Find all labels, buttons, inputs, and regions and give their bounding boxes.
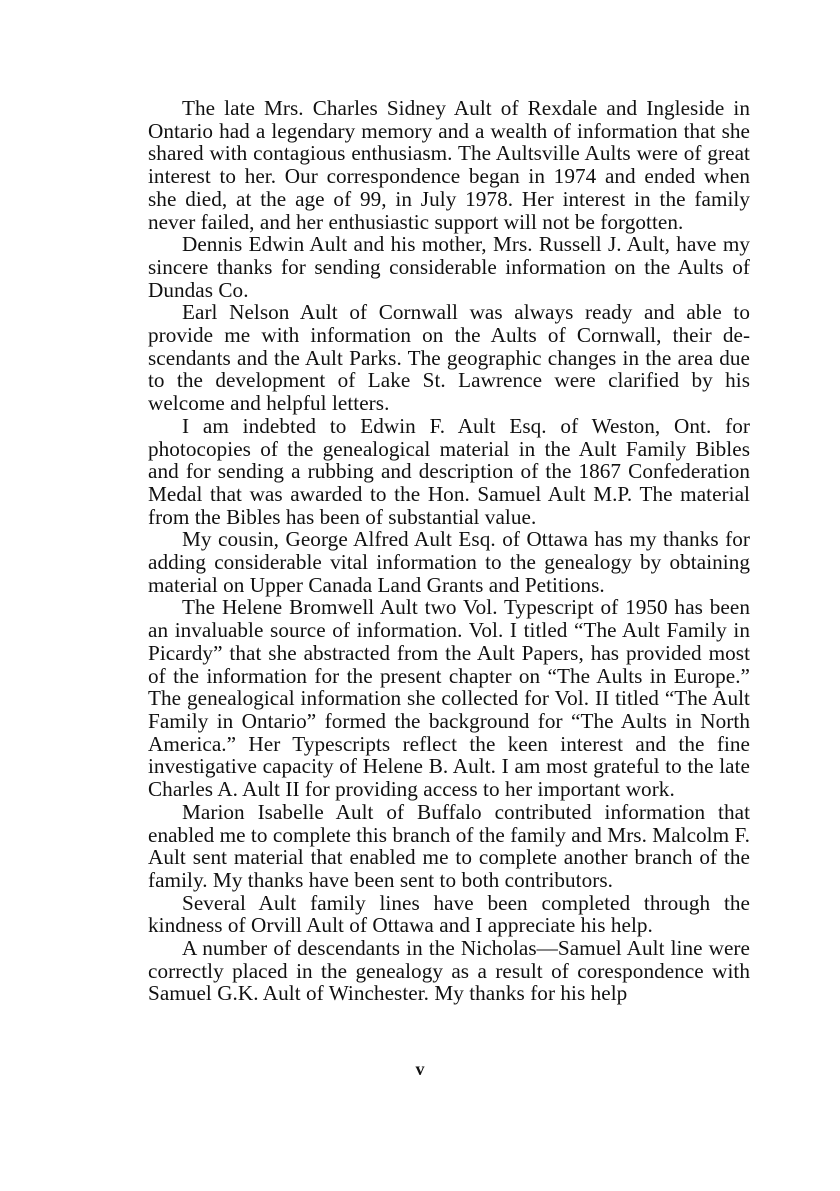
paragraph-dennis-edwin-ault: Dennis Edwin Ault and his mother, Mrs. Russell J. Ault, have my sincere thanks for sending considerable information on the Aults of Dundas Co. — [148, 232, 750, 302]
paragraph-orvill-ault: Several Ault family lines have been completed through the kindness of Orvill Ault of Ottawa and I appreciate his help. — [148, 890, 750, 938]
paragraph-edwin-f-ault: I am indebted to Edwin F. Ault Esq. of Weston, Ont. for photocopies of the genealogical material in the Ault Family Bibles and for sending a rubbing and description of the 1867 Confederation Medal that was awarded to the Hon. Samuel Ault M.P. The material from the Bibles has been of substantial value. — [148, 413, 750, 529]
paragraph-george-alfred-ault: My cousin, George Alfred Ault Esq. of Ottawa has my thanks for adding considerable vital information to the genealogy by obtaining material on Upper Canada Land Grants and Petitions. — [148, 527, 750, 597]
paragraph-earl-nelson-ault: Earl Nelson Ault of Cornwall was always ready and able to provide me with information on the Aults of Cornwall, their descendants and the Ault Parks. The geographic changes in the area due to the development of Lake St. Lawrence were clarified by his welcome and helpful letters. — [148, 300, 750, 416]
page-number: v — [415, 1059, 425, 1079]
page-body — [148, 97, 750, 1005]
paragraph-samuel-gk-ault: A number of descendants in the Nicholas—Samuel Ault line were correctly placed in the genealogy as a result of corespondence with Samuel G.K. Ault of Winchester. My thanks for his help — [148, 936, 750, 1006]
paragraph-helene-bromwell-ault: The Helene Bromwell Ault two Vol. Typescript of 1950 has been an invaluable source of information. Vol. I titled “The Ault Family in Picardy” that she abstracted from the Ault Papers, has provided most of the information for the present chapter on “The Aults in Europe.” The genealogical information she collected for Vol. II titled “The Ault Family in Ontario” formed the background for “The Aults in North America.” Her Typescripts reflect the keen interest and the fine investigative capacity of Helene B. Ault. I am most grateful to the late Charles A. Ault II for providing access to her important work. — [148, 595, 750, 802]
paragraph-mrs-charles-sidney-ault: The late Mrs. Charles Sidney Ault of Rexdale and Ingleside in Ontario had a legendary memory and a wealth of information that she shared with contagious enthusiasm. The Aultsville Aults were of great interest to her. Our correspondence began in 1974 and ended when she died, at the age of 99, in July 1978. Her interest in the family never failed, and her enthusiastic support will not be forgotten. — [148, 96, 750, 234]
paragraph-marion-isabelle-ault: Marion Isabelle Ault of Buffalo contributed information that enabled me to complete this branch of the family and Mrs. Malcolm F. Ault sent material that enabled me to complete another branch of the family. My thanks have been sent to both contributors. — [148, 799, 750, 892]
